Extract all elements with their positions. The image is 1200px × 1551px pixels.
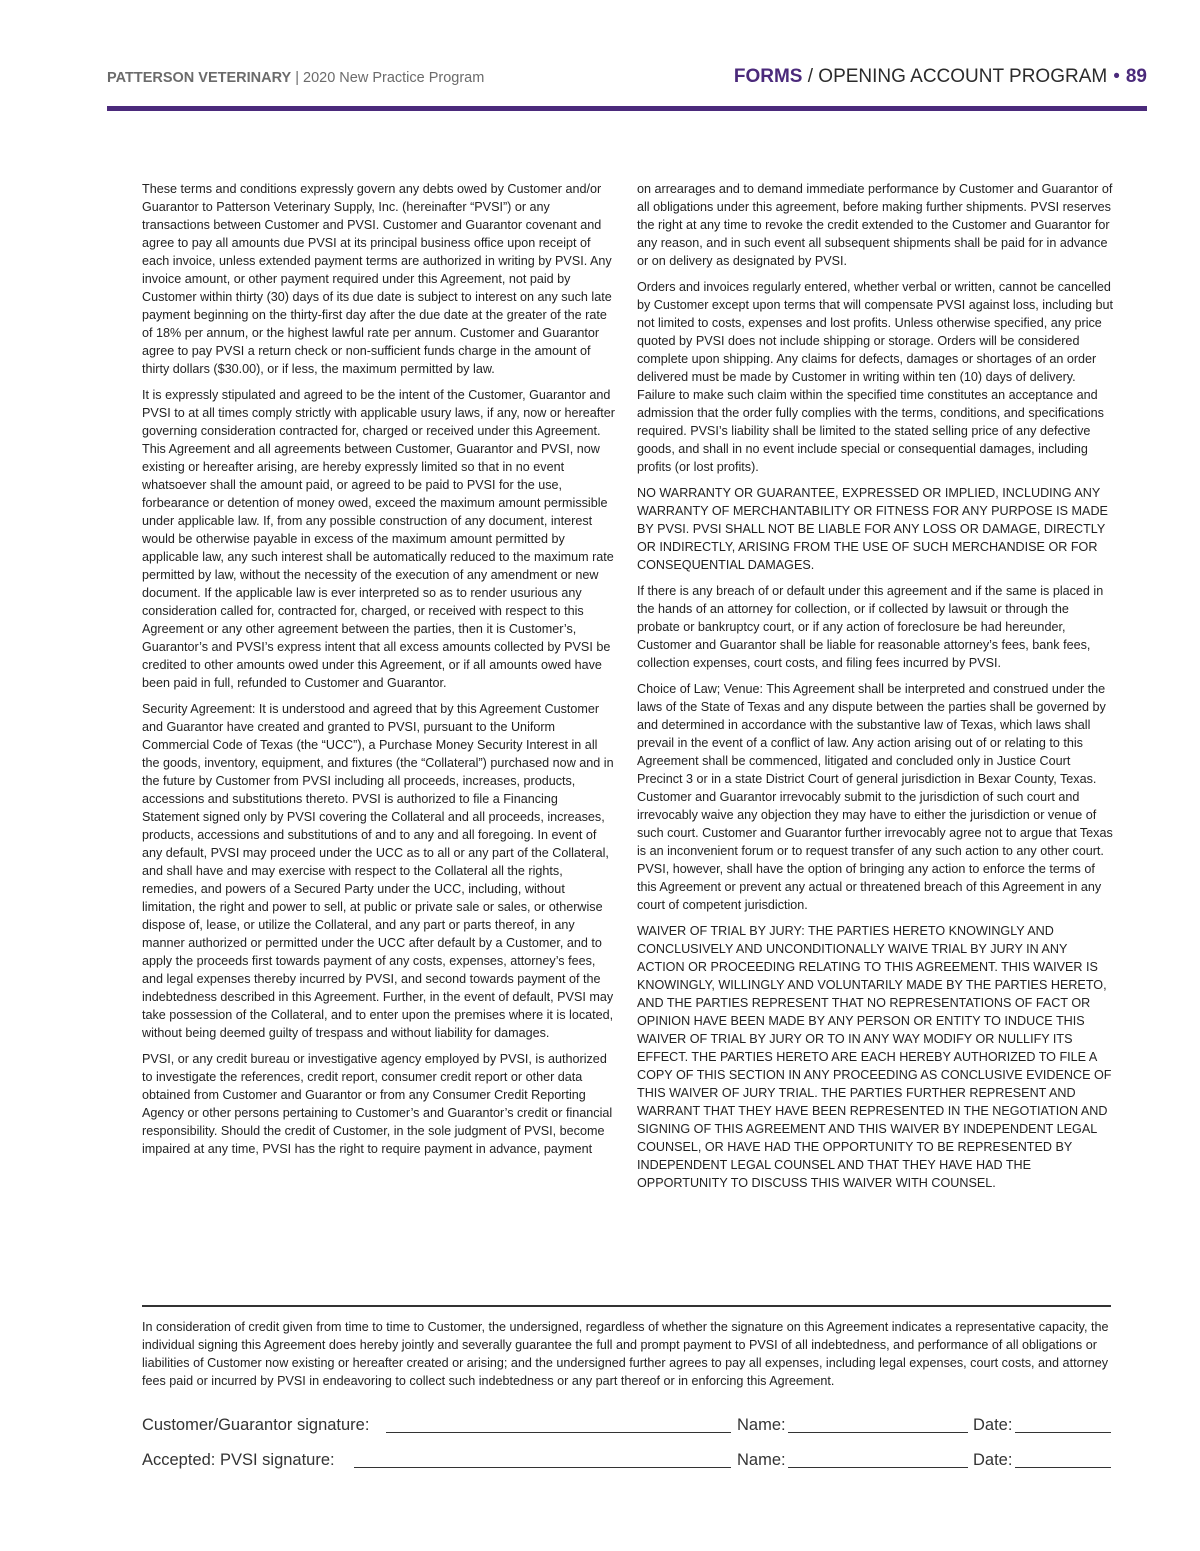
pvsi-date-field[interactable] xyxy=(1015,1467,1111,1468)
header-separator: | xyxy=(295,70,299,86)
pvsi-signature-field[interactable] xyxy=(354,1467,731,1468)
warranty-paragraph: NO WARRANTY OR GUARANTEE, EXPRESSED OR IMPLIED, INCLUDING ANY WARRANTY OF MERCHANTABILITY OR FITNESS FOR ANY PURPOSE IS MADE BY PVSI. PVSI SHALL NOT BE LIABLE FOR ANY LOSS OR DAMAGE, DIRECTLY OR INDIRECTLY, ARISING FROM THE USE OF SUCH MERCHANDISE OR FOR CONSEQUENTIAL DAMAGES. xyxy=(637,486,1108,572)
left-column xyxy=(142,180,618,1166)
jury-waiver-paragraph: WAIVER OF TRIAL BY JURY: THE PARTIES HERETO KNOWINGLY AND CONCLUSIVELY AND UNCONDITIONALLY WAIVE TRIAL BY JURY IN ANY ACTION OR PROCEEDING RELATING TO THIS AGREEMENT. THIS WAIVER IS KNOWINGLY, WILLINGLY AND VOLUNTARILY MADE BY THE PARTIES HERETO, AND THE PARTIES REPRESENT THAT NO REPRESENTATIONS OF FACT OR OPINION HAVE BEEN MADE BY ANY PERSON OR ENTITY TO INDUCE THIS WAIVER OF TRIAL BY JURY OR TO IN ANY WAY MODIFY OR NULLIFY ITS EFFECT. THE PARTIES HERETO ARE EACH HEREBY AUTHORIZED TO FILE A COPY OF THIS SECTION IN ANY PROCEEDING AS CONCLUSIVE EVIDENCE OF THIS WAIVER OF JURY TRIAL. THE PARTIES FURTHER REPRESENT AND WARRANT THAT THEY HAVE BEEN REPRESENTED IN THE NEGOTIATION AND SIGNING OF THIS AGREEMENT AND THIS WAIVER BY INDEPENDENT LEGAL COUNSEL, OR HAVE HAD THE OPPORTUNITY TO BE REPRESENTED BY INDEPENDENT LEGAL COUNSEL AND THAT THEY HAVE HAD THE OPPORTUNITY TO DISCUSS THIS WAIVER WITH COUNSEL. xyxy=(637,924,1112,1190)
program-name: 2020 New Practice Program xyxy=(303,70,485,86)
pvsi-name-field[interactable] xyxy=(788,1467,968,1468)
pvsi-date-label: Date: xyxy=(973,1451,1013,1469)
pvsi-signature-row xyxy=(142,1446,1112,1472)
section-name: FORMS xyxy=(733,66,803,87)
arrearages-paragraph: on arrearages and to demand immediate performance by Customer and Guarantor of all obligations under this agreement, before making further shipments. PVSI reserves the right at any time to revoke the credit extended to the Customer and Guarantor for any reason, and in such event all subsequent shipments shall be paid for in advance or on delivery as designated by PVSI. xyxy=(637,182,1113,268)
default-paragraph: If there is any breach of or default under this agreement and if the same is placed in the hands of an attorney for collection, or if collected by lawsuit or through the probate or bankruptcy court, or if any action of foreclosure be had hereunder, Customer and Guarantor shall be liable for reasonable attorney’s fees, bank fees, collection expenses, court costs, and filing fees incurred by PVSI. xyxy=(637,584,1104,670)
page-header xyxy=(107,66,1147,90)
right-column xyxy=(637,180,1113,1200)
customer-date-label: Date: xyxy=(973,1416,1013,1434)
usury-paragraph: It is expressly stipulated and agreed to be the intent of the Customer, Guarantor and PVSI to at all times comply strictly with applicable usury laws, if any, now or hereafter governing consideration contracted for, charged or received under this Agreement. This Agreement and all agreements between Customer, Guarantor and PVSI, now existing or hereafter arising, are hereby expressly limited so that in no event whatsoever shall the amount paid, or agreed to be paid to PVSI for the use, forbearance or detention of money owed, exceed the maximum amount permissible under applicable law. If, from any possible construction of any document, interest would be otherwise payable in excess of the maximum amount permitted by applicable law, any such interest shall be automatically reduced to the maximum rate permitted by law, without the necessity of the execution of any amendment or new document. If the applicable law is ever interpreted so as to render usurious any consideration called for, contracted for, charged, or received with respect to this Agreement or any other agreement between the parties, then it is Customer’s, Guarantor’s and PVSI’s express intent that all excess amounts collected by PVSI be credited to other amounts owed under this Agreement, or if all amounts owed have been paid in full, refunded to Customer and Guarantor. xyxy=(142,388,615,690)
terms-paragraph: These terms and conditions expressly govern any debts owed by Customer and/or Guarantor to Patterson Veterinary Supply, Inc. (hereinafter “PVSI”) or any transactions between Customer and PVSI. Customer and Guarantor covenant and agree to pay all amounts due PVSI at its principal business office upon receipt of each invoice, unless extended payment terms are authorized in writing by PVSI. Any invoice amount, or other payment required under this Agreement, not paid by Customer within thirty (30) days of its due date is subject to interest on any such late payment beginning on the thirty-first day after the due date at the greater of the rate of 18% per annum, or the highest lawful rate per annum. Customer and Guarantor agree to pay PVSI a return check or non-sufficient funds charge in the amount of thirty dollars ($30.00), or if less, the maximum permitted by law. xyxy=(142,182,612,376)
customer-name-field[interactable] xyxy=(788,1432,968,1433)
page-number: 89 xyxy=(1125,66,1147,87)
choice-of-law-paragraph: Choice of Law; Venue: This Agreement shall be interpreted and construed under the laws of the State of Texas and any dispute between the parties shall be governed by and determined in accordance with the substantive law of Texas, which laws shall prevail in the event of a conflict of law. Any action arising out of or relating to this Agreement shall be commenced, litigated and concluded only in Justice Court Precinct 3 or in a state District Court of general jurisdiction in Bexar County, Texas. Customer and Guarantor irrevocably submit to the jurisdiction of such court and irrevocably waive any objection they may have to either the jurisdiction or venue of such court. Customer and Guarantor further irrevocably agree not to argue that Texas is an inconvenient forum or to request transfer of any such action to any other court. PVSI, however, shall have the option of bringing any action to enforce the terms of this Agreement or prevent any actual or threatened breach of this Agreement in any court of competent jurisdiction. xyxy=(637,682,1113,912)
header-left xyxy=(107,70,484,86)
header-right xyxy=(734,66,1147,88)
customer-name-label: Name: xyxy=(737,1416,786,1434)
guarantee-paragraph: In consideration of credit given from time to time to Customer, the undersigned, regardless of whether the signature on this Agreement indicates a representative capacity, the individual signing this Agreement does hereby jointly and severally guarantee the full and prompt payment to PVSI of all indebtedness, and performance of all obligations or liabilities of Customer now existing or hereafter created or arising; and the undersigned further agrees to pay all expenses, including legal expenses, court costs, and attorney fees paid or incurred by PVSI in endeavoring to collect such indebtedness or any part thereof or in enforcing this Agreement. xyxy=(142,1320,1109,1388)
customer-signature-row xyxy=(142,1411,1112,1437)
customer-date-field[interactable] xyxy=(1015,1432,1111,1433)
security-agreement-paragraph: Security Agreement: It is understood and agreed that by this Agreement Customer and Guarantor have created and granted to PVSI, pursuant to the Uniform Commercial Code of Texas (the “UCC”), a Purchase Money Security Interest in all the goods, inventory, equipment, and fixtures (the “Collateral”) purchased now and in the future by Customer from PVSI including all proceeds, increases, products, accessions and substitutions thereto. PVSI is authorized to file a Financing Statement signed only by PVSI covering the Collateral and all proceeds, increases, products, accessions and substitutions of and to any and all foregoing. In event of any default, PVSI may proceed under the UCC as to all or any part of the Collateral, and shall have and may exercise with respect to the Collateral all the rights, remedies, and powers of a Secured Party under the UCC, including, without limitation, the right and power to sell, at public or private sale or sales, or otherwise dispose of, lease, or utilize the Collateral, and any part or parts thereof, in any manner authorized or permitted under the UCC after default by a Customer, and to apply the proceeds first towards payment of any costs, expenses, attorney’s fees, and legal expenses thereby incurred by PVSI, and second towards payment of the indebtedness described in this Agreement. Further, in the event of default, PVSI may take possession of the Collateral, and to enter upon the premises where it is located, without being deemed guilty of trespass and without liability for damages. xyxy=(142,702,614,1040)
section-divider xyxy=(142,1305,1111,1307)
brand-name: PATTERSON VETERINARY xyxy=(107,70,292,86)
pvsi-signature-label: Accepted: PVSI signature: xyxy=(142,1451,335,1469)
header-rule xyxy=(107,106,1147,111)
orders-paragraph: Orders and invoices regularly entered, whether verbal or written, cannot be cancelled by Customer except upon terms that will compensate PVSI against loss, including but not limited to costs, expenses and lost profits. Unless otherwise specified, any price quoted by PVSI does not include shipping or storage. Orders will be considered complete upon shipping. Any claims for defects, damages or shortages of an order delivered must be made by Customer in writing within ten (10) days of delivery. Failure to make such claim within the specified time constitutes an acceptance and admission that the order fully complies with the terms, conditions, and specifications required. PVSI’s liability shall be limited to the stated selling price of any defective goods, and shall in no event include special or consequential damages, including profits (or lost profits). xyxy=(637,280,1114,474)
customer-signature-label: Customer/Guarantor signature: xyxy=(142,1416,370,1434)
section-separator: / xyxy=(807,66,814,87)
pvsi-name-label: Name: xyxy=(737,1451,786,1469)
credit-investigation-paragraph: PVSI, or any credit bureau or investigative agency employed by PVSI, is authorized to investigate the references, credit report, consumer credit report or other data obtained from Customer and Guarantor or from any Consumer Credit Reporting Agency or other persons pertaining to Customer’s and Guarantor’s credit or financial responsibility. Should the credit of Customer, in the sole judgment of PVSI, become impaired at any time, PVSI has the right to require payment in advance, payment xyxy=(142,1052,613,1156)
bullet-icon: • xyxy=(1113,66,1120,87)
customer-signature-field[interactable] xyxy=(386,1432,731,1433)
subsection-name: OPENING ACCOUNT PROGRAM xyxy=(818,66,1108,87)
